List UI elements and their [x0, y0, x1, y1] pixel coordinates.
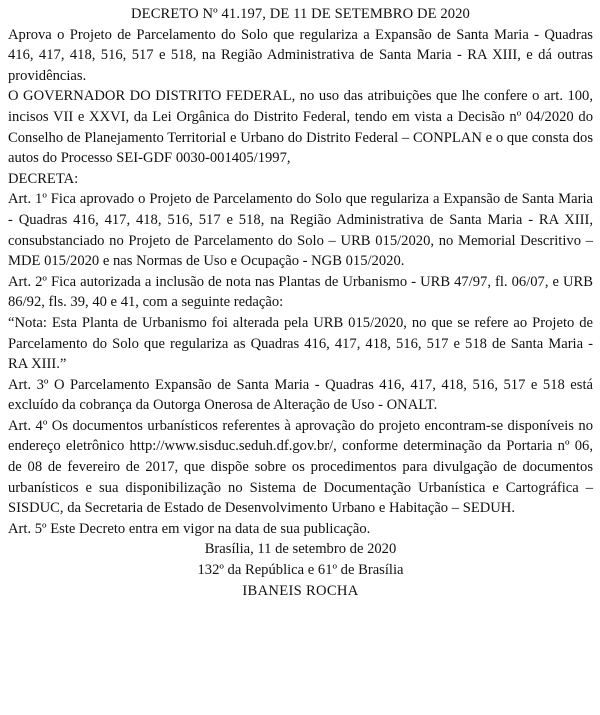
signatory-name: IBANEIS ROCHA — [242, 582, 359, 599]
decree-decreta: DECRETA: — [8, 170, 79, 187]
decree-ementa: Aprova o Projeto de Parcelamento do Solo que regulariza a Expansão de Santa Maria - Quadras 416, 417, 418, 516, 517 e 518, na Região Administrativa de Santa Maria - RA XIII, e dá outras providências. — [8, 26, 593, 84]
decree-title: DECRETO Nº 41.197, DE 11 DE SETEMBRO DE 2020 — [131, 6, 470, 22]
article-2-note: “Nota: Esta Planta de Urbanismo foi alterada pela URB 015/2020, no que se refere ao Projeto de Parcelamento do Solo que regulariza as Quadras 416, 417, 418, 516, 517 e 518 de Santa Maria - RA XIII.” — [8, 314, 593, 373]
place-date: Brasília, 11 de setembro de 2020 — [204, 541, 397, 558]
republic-line: 132º da República e 61º de Brasília — [197, 562, 404, 579]
decree-preamble: O GOVERNADOR DO DISTRITO FEDERAL, no uso das atribuições que lhe confere o art. 100, incisos VII e XXVI, da Lei Orgânica do Distrito Federal, tendo em vista a Decisão nº 04/2020 do Conselho de Planejamento Territorial e Urbano do Distrito Federal – CONPLAN e o que consta dos autos do Processo SEI-GDF 0030-001405/1997, — [8, 88, 593, 167]
article-2: Art. 2º Fica autorizada a inclusão de nota nas Plantas de Urbanismo - URB 47/97, fl. 06/07, e URB 86/92, fls. 39, 40 e 41, com a seguinte redação: — [8, 273, 593, 311]
article-1: Art. 1º Fica aprovado o Projeto de Parcelamento do Solo que regulariza a Expansão de Santa Maria - Quadras 416, 417, 418, 516, 517 e 518, na Região Administrativa de Santa Maria - RA XIII, consubstanciado no Projeto de Parcelamento do Solo – URB 015/2020, no Memorial Descritivo – MDE 015/2020 e nas Normas de Uso e Ocupação - NGB 015/2020. — [8, 191, 593, 270]
article-3: Art. 3º O Parcelamento Expansão de Santa Maria - Quadras 416, 417, 418, 516, 517 e 518 está excluído da cobrança da Outorga Onerosa de Alteração de Uso - ONALT. — [8, 376, 593, 414]
article-4: Art. 4º Os documentos urbanísticos referentes à aprovação do projeto encontram-se disponíveis no endereço eletrônico http://www.sisduc.seduh.df.gov.br/, conforme determinação da Portaria nº 06, de 08 de fevereiro de 2017, que dispõe sobre os procedimentos para divulgação de documentos urbanísticos e sua disponibilização no Sistema de Documentação Urbanística e Cartográfica – SISDUC, da Secretaria de Estado de Desenvolvimento Urbano e Habitação – SEDUH. — [8, 417, 593, 517]
article-5: Art. 5º Este Decreto entra em vigor na data de sua publicação. — [8, 520, 371, 537]
